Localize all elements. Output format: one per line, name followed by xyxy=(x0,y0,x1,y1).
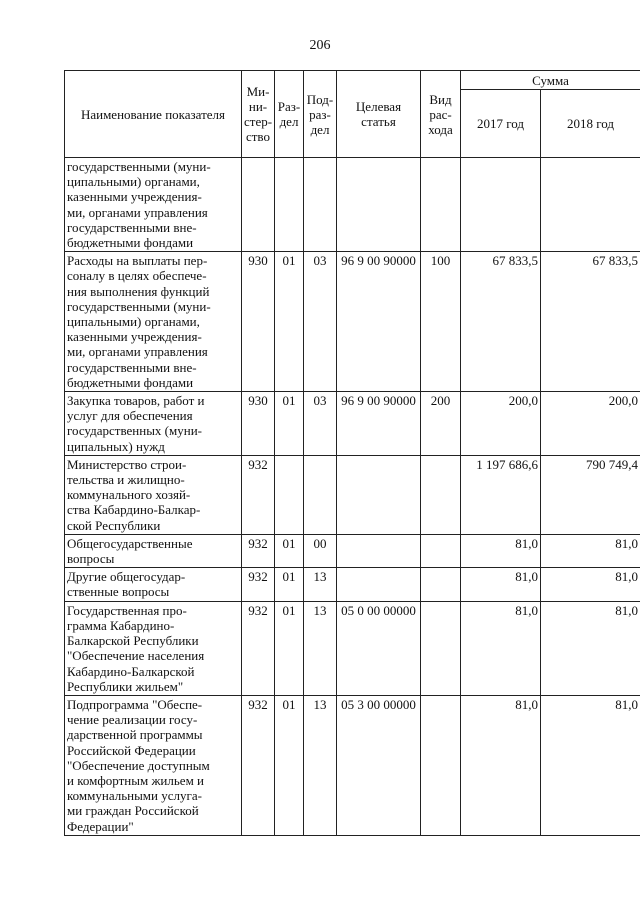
table-header xyxy=(65,71,640,158)
cell-expense-type xyxy=(421,455,461,534)
cell-name: государственными (муни- ципальными) органами, казенными учреждения- ми, органами управления государственными вне- бюджетными фондами xyxy=(65,158,242,252)
cell-target: 96 9 00 90000 xyxy=(337,392,421,456)
table-row xyxy=(65,455,640,534)
cell-subsection xyxy=(304,455,337,534)
cell-section xyxy=(275,455,304,534)
cell-ministry xyxy=(242,158,275,252)
table-row xyxy=(65,252,640,392)
table-row xyxy=(65,568,640,601)
cell-sum-2018: 81,0 xyxy=(541,568,640,601)
cell-target: 96 9 00 90000 xyxy=(337,252,421,392)
header-subsection: Под- раз- дел xyxy=(304,71,337,158)
cell-subsection: 13 xyxy=(304,601,337,695)
header-expense-type: Вид рас- хода xyxy=(421,71,461,158)
table-row xyxy=(65,392,640,456)
cell-sum-2018: 790 749,4 xyxy=(541,455,640,534)
cell-sum-2017: 67 833,5 xyxy=(461,252,541,392)
cell-sum-2017: 81,0 xyxy=(461,601,541,695)
cell-expense-type xyxy=(421,158,461,252)
cell-expense-type: 100 xyxy=(421,252,461,392)
cell-target xyxy=(337,534,421,567)
cell-name: Подпрограмма "Обеспе- чение реализации госу- дарственной программы Российской Федерации "Обеспечение доступным и комфортным жильем и коммунальными услуга- ми граждан Российской Федерации" xyxy=(65,695,242,835)
budget-table xyxy=(64,70,640,836)
cell-sum-2017: 81,0 xyxy=(461,695,541,835)
cell-expense-type xyxy=(421,534,461,567)
cell-sum-2017 xyxy=(461,158,541,252)
cell-sum-2017: 1 197 686,6 xyxy=(461,455,541,534)
header-ministry: Ми- ни- стер- ство xyxy=(242,71,275,158)
cell-ministry: 932 xyxy=(242,534,275,567)
cell-name: Министерство строи- тельства и жилищно- коммунального хозяй- ства Кабардино-Балкар- ской Республики xyxy=(65,455,242,534)
cell-target xyxy=(337,455,421,534)
cell-section xyxy=(275,158,304,252)
cell-section: 01 xyxy=(275,601,304,695)
cell-sum-2018 xyxy=(541,158,640,252)
cell-ministry: 930 xyxy=(242,252,275,392)
cell-sum-2018: 67 833,5 xyxy=(541,252,640,392)
cell-ministry: 932 xyxy=(242,695,275,835)
cell-ministry: 930 xyxy=(242,392,275,456)
cell-sum-2017: 81,0 xyxy=(461,534,541,567)
header-year-2018: 2018 год xyxy=(541,90,640,158)
cell-sum-2018: 81,0 xyxy=(541,534,640,567)
page-number: 206 xyxy=(309,38,331,53)
cell-subsection: 13 xyxy=(304,695,337,835)
header-section: Раз- дел xyxy=(275,71,304,158)
table-body xyxy=(65,158,640,836)
cell-section: 01 xyxy=(275,392,304,456)
cell-expense-type xyxy=(421,601,461,695)
cell-expense-type: 200 xyxy=(421,392,461,456)
cell-name: Общегосударственные вопросы xyxy=(65,534,242,567)
cell-target: 05 0 00 00000 xyxy=(337,601,421,695)
cell-subsection: 03 xyxy=(304,392,337,456)
cell-name: Закупка товаров, работ и услуг для обеспечения государственных (муни- ципальных) нужд xyxy=(65,392,242,456)
header-sum: Сумма xyxy=(461,71,640,90)
cell-subsection xyxy=(304,158,337,252)
cell-name: Расходы на выплаты пер- соналу в целях обеспече- ния выполнения функций государственными (муни- ципальными) органами, казенными учреждения- ми, органами управления государственными вне- бюджетными фондами xyxy=(65,252,242,392)
cell-expense-type xyxy=(421,568,461,601)
table-row xyxy=(65,534,640,567)
cell-subsection: 03 xyxy=(304,252,337,392)
cell-sum-2018: 81,0 xyxy=(541,601,640,695)
cell-sum-2018: 200,0 xyxy=(541,392,640,456)
cell-ministry: 932 xyxy=(242,455,275,534)
cell-name: Государственная про- грамма Кабардино- Балкарской Республики "Обеспечение населения Кабардино-Балкарской Республики жильем" xyxy=(65,601,242,695)
cell-name: Другие общегосудар- ственные вопросы xyxy=(65,568,242,601)
header-year-2017: 2017 год xyxy=(461,90,541,158)
cell-expense-type xyxy=(421,695,461,835)
cell-sum-2017: 200,0 xyxy=(461,392,541,456)
cell-ministry: 932 xyxy=(242,601,275,695)
cell-section: 01 xyxy=(275,252,304,392)
cell-section: 01 xyxy=(275,568,304,601)
cell-section: 01 xyxy=(275,534,304,567)
table-row xyxy=(65,695,640,835)
cell-target xyxy=(337,158,421,252)
header-name: Наименование показателя xyxy=(65,71,242,158)
cell-section: 01 xyxy=(275,695,304,835)
cell-target: 05 3 00 00000 xyxy=(337,695,421,835)
cell-subsection: 13 xyxy=(304,568,337,601)
cell-sum-2017: 81,0 xyxy=(461,568,541,601)
cell-target xyxy=(337,568,421,601)
header-target: Целевая статья xyxy=(337,71,421,158)
cell-sum-2018: 81,0 xyxy=(541,695,640,835)
cell-ministry: 932 xyxy=(242,568,275,601)
table-row xyxy=(65,158,640,252)
table-row xyxy=(65,601,640,695)
cell-subsection: 00 xyxy=(304,534,337,567)
